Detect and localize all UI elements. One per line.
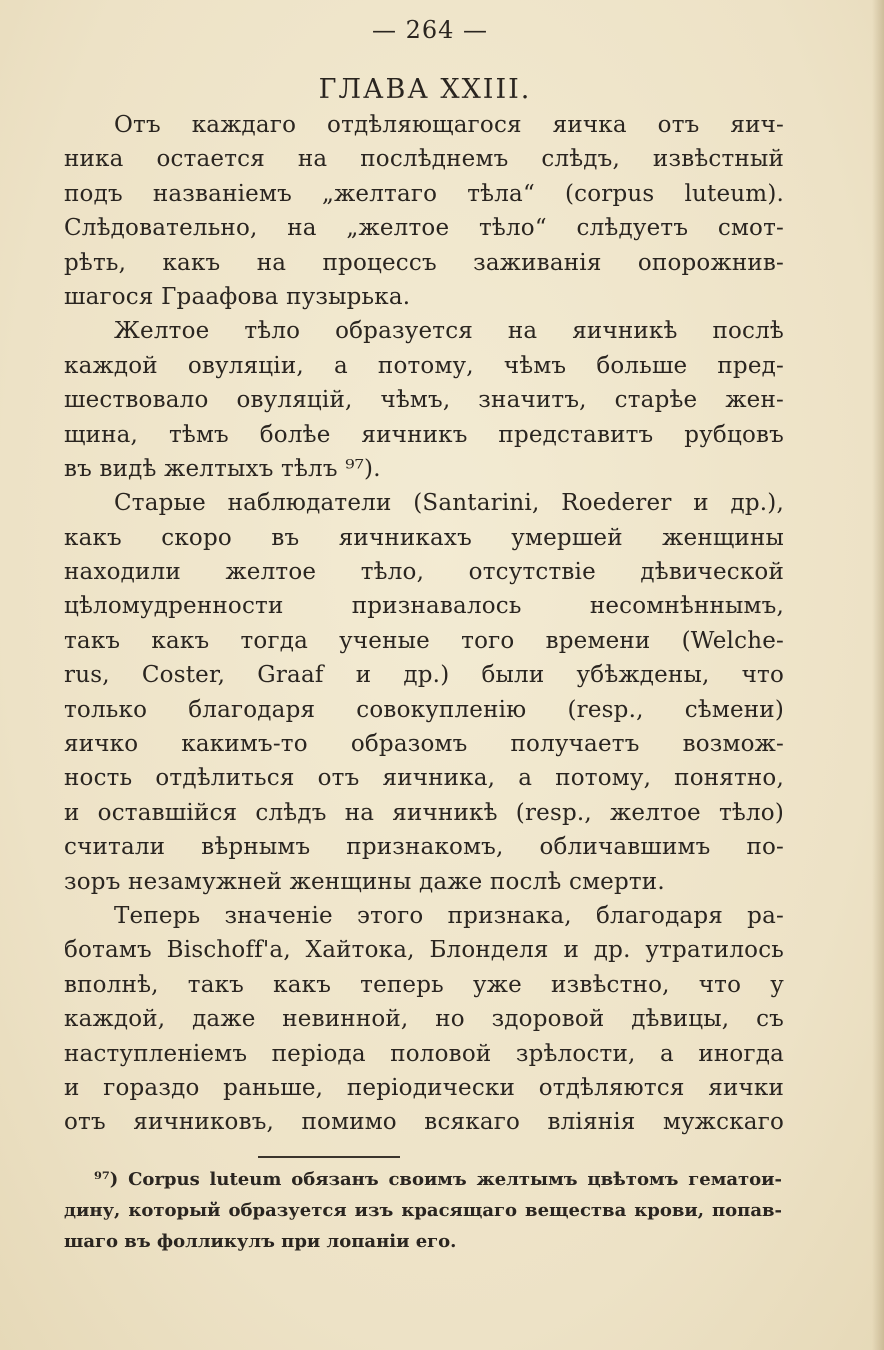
text-line: Слѣдовательно, на „желтое тѣло“ слѣдуетъ смот- xyxy=(64,215,784,242)
footnote-line: дину, который образуется изъ красящаго вещества крови, попав- xyxy=(64,1200,782,1221)
text-line: яичко какимъ-то образомъ получаетъ возмож- xyxy=(64,731,784,758)
text-line: и оставшійся слѣдъ на яичникѣ (resp., желтое тѣло) xyxy=(64,799,784,826)
text-line: ботамъ Bischoff'a, Хайтока, Блонделя и др. утратилось xyxy=(64,937,784,964)
footnotes xyxy=(64,1164,782,1257)
text-line: вполнѣ, такъ какъ теперь уже извѣстно, что у xyxy=(64,971,784,998)
footnote-line: шаго въ фолликулъ при лопаніи его. xyxy=(64,1231,457,1252)
text-line: каждой, даже невинной, но здоровой дѣвицы, съ xyxy=(64,1006,784,1033)
text-line: отъ яичниковъ, помимо всякаго вліянія мужскаго xyxy=(64,1109,784,1136)
text-line: цѣломудренности признавалось несомнѣннымъ, xyxy=(64,593,784,620)
text-line: ника остается на послѣднемъ слѣдъ, извѣстный xyxy=(64,146,784,173)
text-line: Отъ каждаго отдѣляющагося яичка отъ яич- xyxy=(114,112,784,138)
text-line: шагося Граафова пузырька. xyxy=(64,283,411,310)
footnote-divider xyxy=(258,1156,400,1158)
text-line: рѣть, какъ на процессъ заживанія опорожнив- xyxy=(64,249,784,276)
text-line: наступленіемъ періода половой зрѣлости, а иногда xyxy=(64,1040,784,1067)
text-line: въ видѣ желтыхъ тѣлъ ⁹⁷). xyxy=(64,455,381,482)
chapter-title: ГЛАВА XXIII. xyxy=(318,74,532,105)
text-line: такъ какъ тогда ученые того времени (Welche- xyxy=(64,627,784,654)
body-text xyxy=(64,108,784,1140)
text-line: rus, Coster, Graaf и др.) были убѣждены, что xyxy=(64,662,784,689)
text-line: подъ названіемъ „желтаго тѣла“ (corpus luteum). xyxy=(64,180,784,207)
footnote-line: ⁹⁷) Corpus luteum обязанъ своимъ желтымъ цвѣтомъ гематои- xyxy=(94,1169,782,1190)
text-line: и гораздо раньше, періодически отдѣляются яички xyxy=(64,1074,784,1101)
page-edge-shadow xyxy=(872,0,884,1350)
text-line: ность отдѣлиться отъ яичника, а потому, понятно, xyxy=(64,765,784,792)
text-line: какъ скоро въ яичникахъ умершей женщины xyxy=(64,524,784,551)
text-line: щина, тѣмъ болѣе яичникъ представитъ рубцовъ xyxy=(64,421,784,448)
text-line: только благодаря совокупленію (resp., сѣмени) xyxy=(64,696,784,723)
text-line: находили желтое тѣло, отсутствіе дѣвической xyxy=(64,559,784,586)
text-line: Теперь значеніе этого признака, благодаря ра- xyxy=(114,902,784,929)
page-number: — 264 — xyxy=(371,16,489,44)
text-line: Старые наблюдатели (Santarini, Roederer и др.), xyxy=(114,490,784,517)
text-line: шествовало овуляцій, чѣмъ, значитъ, старѣе жен- xyxy=(64,387,784,414)
text-line: зоръ незамужней женщины даже послѣ смерти. xyxy=(64,868,665,895)
text-line: считали вѣрнымъ признакомъ, обличавшимъ по- xyxy=(64,834,784,861)
text-line: Желтое тѣло образуется на яичникѣ послѣ xyxy=(114,318,784,345)
text-line: каждой овуляціи, а потому, чѣмъ больше пред- xyxy=(64,352,784,379)
